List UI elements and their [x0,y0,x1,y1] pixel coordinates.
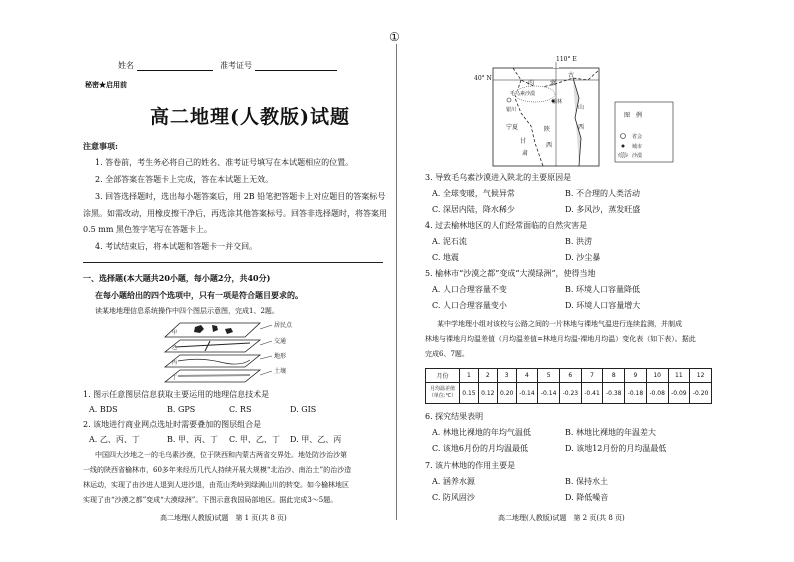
map-label-xi1: 西 [546,142,553,149]
q2-option-a[interactable]: A. 乙、丙、丁 [89,435,140,444]
map-lat-label: 40° N [474,75,492,82]
q6-option-a[interactable]: A. 林地比裸地的年均气温低 [432,428,531,437]
passage-6-7-line-3: 完成6、7题。 [425,350,469,358]
q2-stem: 2. 该地进行商业网点选址时需要叠加的图层组合是 [83,420,262,429]
q5-stem: 5. 榆林市“沙漠之都”变成“大漠绿洲”，使得当地 [425,269,596,278]
layer-label-3: 地形 [274,353,287,360]
exam-no-label: 准考证号 [220,61,252,70]
q5-option-a[interactable]: A. 人口合理容量不变 [432,285,507,294]
layer-letter-1: 甲 [172,330,178,336]
page-divider [396,40,397,520]
table-cell: 7 [581,369,603,383]
q3-option-d[interactable]: D. 多风沙，蒸发旺盛 [565,205,641,214]
table-cell: 1 [460,369,479,383]
section-separator [83,262,383,263]
table-cell: 10 [646,369,668,383]
name-label: 姓名 [118,61,134,70]
section1-title: 一、选择题(本大题共20小题，每小题2分，共40分) [83,273,271,283]
table-cell: 6 [559,369,581,383]
section1-instruction: 在每小题给出的四个选项中，只有一项是符合题目要求的。 [95,290,303,300]
table-cell: -0.18 [625,383,647,404]
q1-option-a[interactable]: A. BDS [89,405,118,414]
q7-option-a[interactable]: A. 涵养水源 [432,477,475,486]
q4-option-d[interactable]: D. 沙尘暴 [565,253,601,262]
table-cell: 0.12 [478,383,497,404]
exam-no-blank[interactable] [255,61,337,71]
q1-option-d[interactable]: D. GIS [290,405,317,414]
q7-option-c[interactable]: C. 防风固沙 [432,493,475,502]
q5-option-b[interactable]: B. 环境人口容量降低 [565,285,640,294]
legend-capital: 省会 [632,134,643,140]
table-cell: 0.15 [460,383,479,404]
q6-option-c[interactable]: C. 该地6月份的月均温最低 [432,444,529,453]
passage-3-5-line-2: 一线的陕西省榆林市，60多年来经历几代人持续开展大规模“北治沙、南治土”的治沙造 [83,466,352,474]
q6-option-d[interactable]: D. 该地12月份的月均温最低 [565,444,667,453]
passage-6-7-line-1: 某中学地理小组对该校与公路之间的一片林地与裸地气温进行连续监测，并制成 [437,320,682,328]
map-label-gan: 甘 [520,138,527,145]
legend-desert: 沙漠 [632,153,643,159]
passage-3-5-line-3: 林运动，实现了由沙进人退到人进沙退，由荒山秃岭到绿满山川的转变。如今榆林地区 [83,481,349,489]
map-label-su: 肃 [522,150,529,157]
table-cell: 2 [478,369,497,383]
passage-6-7-line-2: 林地与裸地月均温差值（月均温差值=林地月均温-裸地月均温）变化表（如下表）。据此 [425,335,696,343]
name-blank[interactable] [137,61,213,71]
temp-diff-table [425,368,712,404]
q4-option-b[interactable]: B. 洪涝 [565,237,592,246]
footer-left: 高二地理(人教版)试题 第 1 页(共 8 页) [160,514,287,522]
map-frame [493,68,599,166]
table-row-values [426,383,712,404]
passage-3-5-line-4: 实现了由“沙漠之都”变成“大漠绿洲”。下图示意我国局部地区。据此完成3～5题。 [83,496,338,504]
yinchuan-dot [507,98,511,102]
q3-stem: 3. 导致毛乌素沙漠进入陕北的主要原因是 [425,173,572,182]
q1-option-b[interactable]: B. GPS [167,405,196,414]
page-marker: ① [389,30,400,44]
notes-heading: 注意事项: [83,141,118,151]
legend-city-symbol [622,145,625,148]
table-cell: 11 [668,369,690,383]
table-cell: 12 [690,369,712,383]
table-cell: -0.14 [538,383,560,404]
map-label-nei: 内 [528,80,535,87]
region-map [483,58,678,170]
q4-option-c[interactable]: C. 地震 [432,253,459,262]
q1-2-intro: 读某地地理信息系统操作中四个图层示意图，完成1、2题。 [95,307,279,315]
layer-letter-3: 丙 [172,360,178,366]
legend-capital-symbol [621,134,626,139]
map-label-shan: 山 [578,104,585,111]
q2-option-b[interactable]: B. 甲、丙、丁 [167,435,218,444]
table-cell: -0.14 [516,383,538,404]
passage-3-5-line-1: 中国四大沙地之一的毛乌素沙漠，位于陕西和内蒙古两省交界处。地处防沙治沙第 [95,451,347,459]
q3-option-c[interactable]: C. 深居内陆，降水稀少 [432,205,515,214]
table-header-value: 月均温差值（单位:℃） [426,383,460,404]
layer-label-2: 交通 [274,338,287,345]
note-1: 1. 答卷前，考生务必将自己的姓名、准考证号填写在本试题相应的位置。 [95,158,354,167]
map-label-gu: 古 [568,72,575,79]
table-cell: -0.09 [668,383,690,404]
map-label-desert: 毛乌素沙漠 [510,91,536,97]
map-label-xi2: 西 [578,124,585,131]
q5-option-d[interactable]: D. 环境人口容量增大 [565,301,641,310]
legend-title: 图 例 [624,112,643,119]
q6-stem: 6. 探究结果表明 [425,412,484,421]
map-label-yulin: 榆林 [552,99,563,105]
table-cell: -0.08 [646,383,668,404]
secret-label: 秘密★启用前 [85,80,127,89]
table-cell: 0.20 [497,383,516,404]
layer-transport [165,340,260,352]
map-label-meng: 蒙 [550,80,557,87]
note-3: 3. 回答选择题时，选出每小题答案后，用 2B 铅笔把答题卡上对应题目的答案标号 [95,192,386,201]
table-cell: 3 [497,369,516,383]
table-cell: 9 [625,369,647,383]
q4-option-a[interactable]: A. 泥石流 [432,237,467,246]
soil-band [178,375,250,376]
q7-option-d[interactable]: D. 降低噪音 [565,493,609,502]
map-label-ningxia: 宁夏 [506,124,519,131]
map-lon-label: 110° E [556,56,577,63]
table-cell: 5 [538,369,560,383]
q6-option-b[interactable]: B. 林地比裸地的年温差大 [565,428,656,437]
layer-letter-2: 乙 [172,345,178,351]
q2-option-d[interactable]: D. 甲、乙、丙 [290,435,342,444]
map-label-yinchuan: 银川 [506,107,517,113]
table-cell: 8 [603,369,625,383]
legend-desert-symbol [618,153,628,158]
table-row-months [426,369,712,383]
table-header-month: 月份 [426,369,460,383]
table-cell: -0.20 [690,383,712,404]
layer-label-4: 土壤 [274,368,287,375]
q4-stem: 4. 过去榆林地区的人们经常面临的自然灾害是 [425,221,588,230]
footer-right: 高二地理(人教版)试题 第 2 页(共 8 页) [498,514,625,522]
legend-city: 城市 [632,144,643,150]
note-3-cont2: 0.5 mm 黑色签字笔写在答题卡上。 [83,225,212,234]
q1-stem: 1. 图示任意图层信息获取主要运用的地理信息技术是 [83,390,270,399]
table-cell: -0.38 [603,383,625,404]
q5-option-c[interactable]: C. 人口合理容量变小 [432,301,507,310]
page-title: 高二地理(人教版)试题 [150,106,350,128]
q1-option-c[interactable]: C. RS [229,405,252,414]
table-cell: -0.23 [559,383,581,404]
exam-no-field [220,60,337,71]
note-4: 4. 考试结束后，将本试题和答题卡一并交回。 [95,242,258,251]
q2-option-c[interactable]: C. 甲、乙、丁 [229,435,280,444]
layer-letter-4: 丁 [172,375,178,381]
q7-stem: 7. 该片林地的作用主要是 [425,461,516,470]
note-3-cont: 涂黑。如需改动，用橡皮擦干净后，再选涂其他答案标号。回答非选择题时，将答案用 [83,209,387,218]
table-cell: 4 [516,369,538,383]
name-field [118,60,213,71]
q3-option-b[interactable]: B. 不合理的人类活动 [565,189,640,198]
q3-option-a[interactable]: A. 全球变暖，气候异常 [432,189,515,198]
note-2: 2. 全部答案在答题卡上完成，答在本试题上无效。 [95,175,274,184]
map-label-shaan: 陕 [544,126,551,133]
layer-label-1: 居民点 [274,322,293,329]
q7-option-b[interactable]: B. 保持水土 [565,477,608,486]
table-cell: -0.41 [581,383,603,404]
